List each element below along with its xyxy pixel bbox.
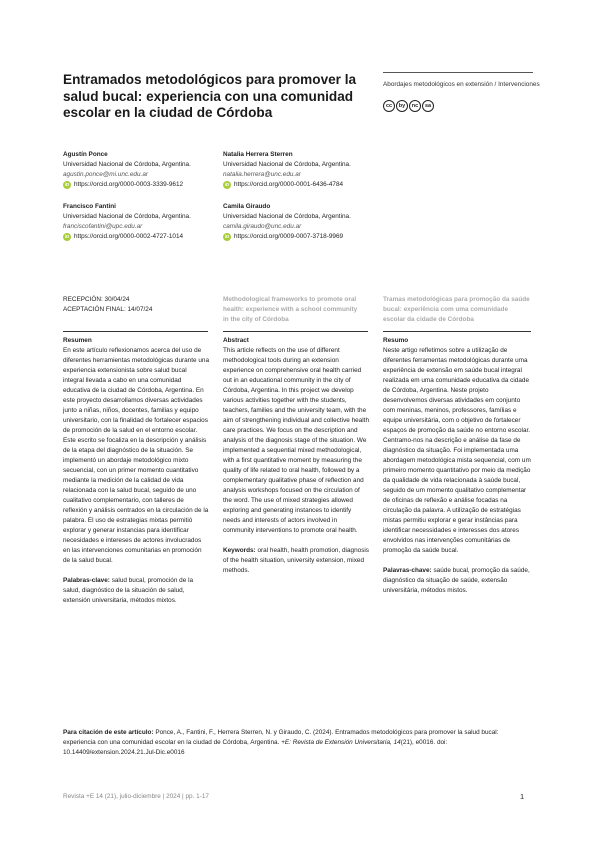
author-affiliation: Universidad Nacional de Córdoba, Argentina. [223, 161, 351, 168]
cc-nc-icon: nc [409, 100, 421, 112]
abstract-heading: Resumo [383, 337, 409, 344]
cc-sa-icon: sa [422, 100, 434, 112]
cc-by-icon: by [396, 100, 408, 112]
author-orcid-link[interactable]: https://orcid.org/0000-0003-3339-9612 [74, 181, 184, 188]
header-rule [383, 72, 533, 73]
author-name: Francisco Fantini [63, 203, 116, 210]
orcid-icon: iD [224, 234, 230, 239]
abstract-heading: Abstract [223, 337, 249, 344]
author-email[interactable]: franciscofantini@upc.edu.ar [63, 223, 143, 230]
author-name: Agustín Ponce [63, 151, 108, 158]
author-affiliation: Universidad Nacional de Córdoba, Argentina. [223, 213, 351, 220]
author-name: Camila Giraudo [223, 203, 271, 210]
author-block [63, 202, 223, 242]
author-name: Natalia Herrera Sterren [223, 151, 293, 158]
submission-dates [63, 295, 152, 315]
orcid-icon: iD [64, 234, 70, 239]
keywords-label: Keywords: [223, 547, 256, 554]
abstract-body: En este artículo reflexionamos acerca del uso de diferentes herramientas metodológicas durante una experiencia extensionista sobre salud bucal integral llevada a cabo en una comunidad educativa de la ciudad de Córdoba, Argentina. En este proyecto desarrollamos diversas actividades junto a niñas, niños, docentes, familias y equipo universitario, con la finalidad de fortalecer espacios de promoción de la salud en el entorno escolar. Este escrito se focaliza en la descripción y análisis de la etapa del diagnóstico de la situación. Se implementó un abordaje metodológico mixto secuencial, con un primer momento cuantitativo mediante la medición de la calidad de vida relacionada con la salud bucal, seguido de uno cualitativo complementario, con talleres de reflexión y análisis centrados en la circulación de la palabra. El uso de estrategias mixtas permitió explorar y generar instancias para identificar necesidades e intereses de actores involucrados en las intervenciones comunitarias en promoción de la salud bucal. [63, 347, 210, 564]
author-block [63, 150, 223, 190]
citation-doi[interactable]: doi: 10.14409/extension.2024.21.Jul-Dic.e0016 [63, 739, 448, 756]
citation-block [63, 728, 528, 758]
keywords-text: salud bucal, promoción de la salud, diagnóstico de la situación de salud, extensión universitaria, métodos mixtos. [63, 577, 194, 604]
author-orcid-link[interactable]: https://orcid.org/0000-0001-6436-4784 [234, 181, 344, 188]
keywords-label: Palabras-clave: [63, 577, 110, 584]
author-block [223, 150, 393, 190]
author-affiliation: Universidad Nacional de Córdoba, Argentina. [63, 213, 191, 220]
title-english: Methodological frameworks to promote oral health: experience with a school community in the city of Córdoba [223, 296, 358, 323]
abstract-english [223, 336, 369, 576]
keywords-text: oral health, health promotion, diagnosis of the health situation, university extension, mixed methods. [223, 547, 370, 574]
abstract-body: Neste artigo refletimos sobre a utilização de diferentes ferramentas metodológicas durante uma experiência de extensão em saúde bucal integral realizada em uma comunidade educativa da cidade de Córdoba, Argentina. Neste projeto desenvolvemos diversas atividades em conjunto com meninas, meninos, professores, famílias e equipe universitária, com o objetivo de fortalecer espaços de promoção da saúde no entorno escolar. Centramo-nos na descrição e análise da fase de diagnóstico da situação. Foi implementada uma abordagem metodológica mista sequencial, com um primeiro momento quantitativo por meio da medição da qualidade de vida relacionada à saúde bucal, seguido de um momento qualitativo complementar de oficinas de reflexão e análise focadas na circulação da palavra. A utilização de estratégias mistas permitiu explorar e gerar instâncias para identificar necessidades e interesses dos atores envolvidos nas intervenções comunitárias de promoção da saúde bucal. [383, 347, 531, 554]
accepted-date: ACEPTACIÓN FINAL: 14/07/24 [63, 306, 153, 313]
column-rule [383, 331, 531, 332]
column-rule [63, 331, 208, 332]
orcid-icon: iD [224, 182, 230, 187]
article-title: Entramados metodológicos para promover la salud bucal: experiencia con una comunidad escolar en la ciudad de Córdoba [63, 72, 357, 120]
author-block [223, 202, 393, 242]
orcid-icon: iD [64, 182, 70, 187]
abstract-heading: Resumen [63, 337, 92, 344]
received-date: RECEPCIÓN: 30/04/24 [63, 296, 130, 303]
author-email[interactable]: agustin.ponce@mi.unc.edu.ar [63, 171, 149, 178]
keywords-label: Palavras-chave: [383, 567, 432, 574]
keywords-text: saúde bucal, promoção da saúde, diagnóstico da situação de saúde, extensão universitária, métodos mistos. [383, 567, 530, 594]
author-orcid-link[interactable]: https://orcid.org/0009-0007-3718-9969 [234, 233, 344, 240]
author-email[interactable]: camila.giraudo@unc.edu.ar [223, 223, 302, 230]
citation-label: Para citación de este artículo: [63, 729, 154, 736]
citation-issue: (21), e0016. [400, 739, 436, 746]
keywords-paragraph [63, 576, 209, 606]
keywords-paragraph [383, 566, 531, 596]
abstract-body: This article reflects on the use of different methodological tools during an extension experience on comprehensive oral health carried out in an educational community in the city of Córdoba, Argentina. In this project we develop various activities together with the students, teachers, families and the university team, with the aim of strengthening individual and collective health care practices. We focus on the description and analysis of the diagnosis stage of the situation. We implemented a sequential mixed methodological, with a first quantitative moment by measuring the quality of life related to oral health, followed by a complementary qualitative phase of reflection and analysis workshops focused on the circulation of the word. The use of mixed strategies allowed exploring and generating instances to identify needs and interests of actors involved in community interventions to promote oral health. [223, 347, 370, 534]
abstract-portuguese [383, 336, 531, 596]
citation-journal: +E: Revista de Extensión Universitaria, 14 [281, 739, 401, 746]
title-portuguese: Tramas metodológicas para promoção da saúde bucal: experiência com uma comunidade escolar da cidade de Córdoba [383, 296, 530, 323]
abstract-spanish [63, 336, 209, 606]
cc-icon: cc [383, 100, 395, 112]
column-rule [223, 331, 368, 332]
author-orcid-link[interactable]: https://orcid.org/0000-0002-4727-1014 [74, 233, 184, 240]
keywords-paragraph [223, 546, 369, 576]
page-number: 1 [520, 792, 525, 801]
license-badges [383, 100, 434, 112]
author-affiliation: Universidad Nacional de Córdoba, Argentina. [63, 161, 191, 168]
section-label: Abordajes metodológicos en extensión / Intervenciones [383, 81, 540, 88]
author-email[interactable]: natalia.herrera@unc.edu.ar [223, 171, 301, 178]
page-footer: Revista +E 14 (21), julio-diciembre | 2024 | pp. 1-17 [63, 793, 209, 800]
citation-text: Ponce, A., Fantini, F., Herrera Sterren, N. y Giraudo, C. (2024). Entramados metodológicos para promover la salud bucal: experiencia con una comunidad escolar en la ciudad de Córdoba, Argentina. [63, 729, 499, 746]
